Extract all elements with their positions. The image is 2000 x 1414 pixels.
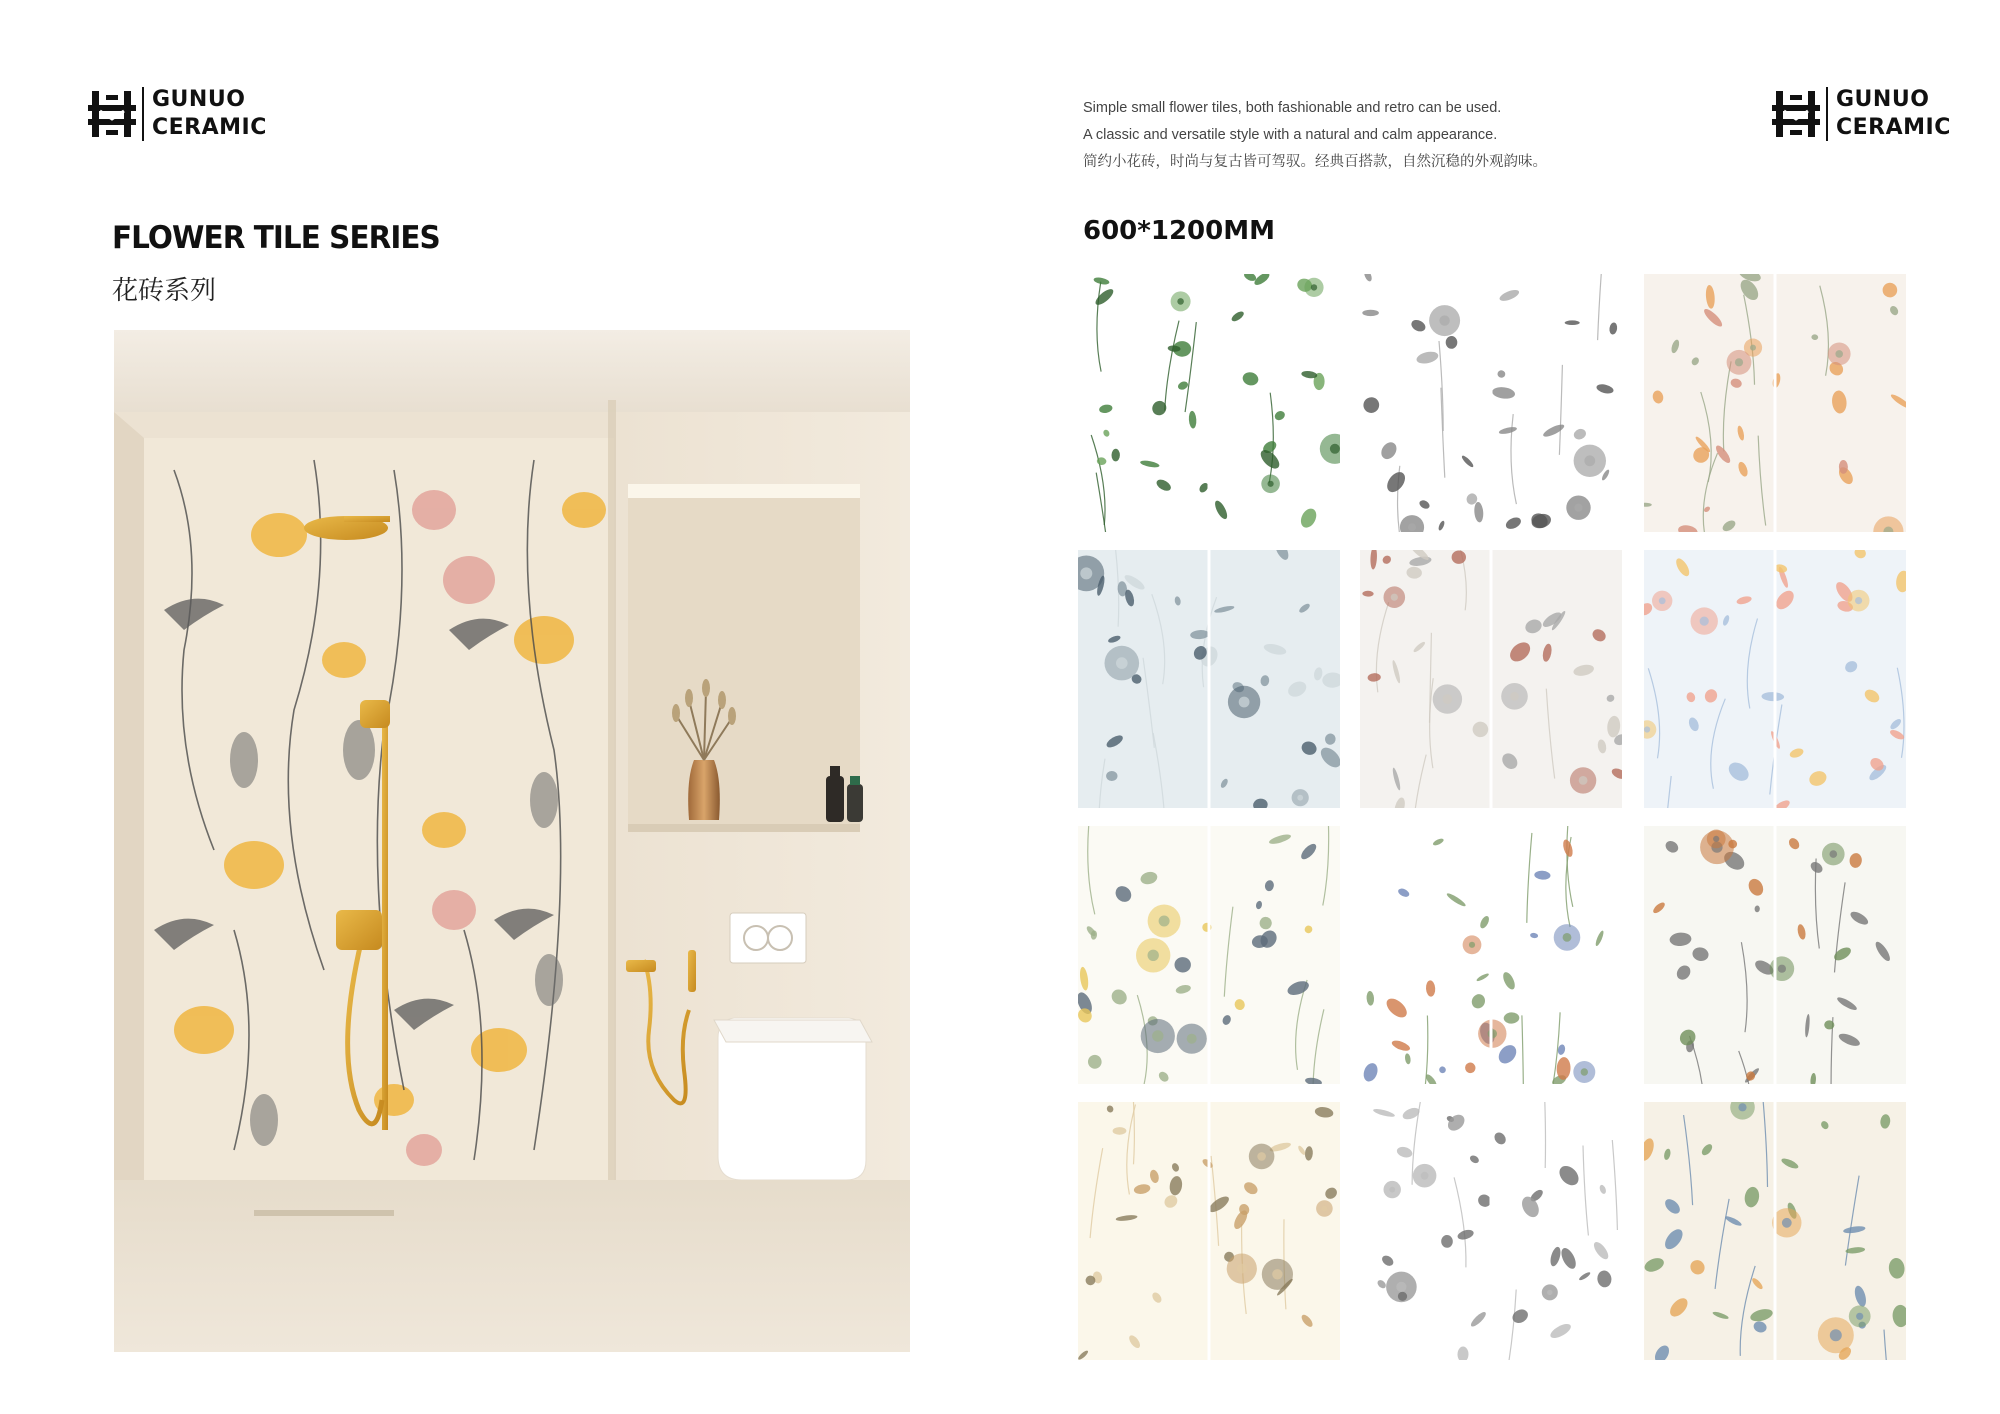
brand-name-line1: GUNUO [152,87,246,112]
series-title: FLOWER TILE SERIES [112,220,440,256]
tile-swatch [1360,826,1622,1084]
logo-mark-icon [88,89,136,139]
brand-logo [88,86,267,142]
tile-swatch [1644,550,1906,808]
tile-swatch [1078,826,1340,1084]
logo-divider [142,87,144,141]
right-page [1000,0,2000,1414]
tile-swatch [1644,826,1906,1084]
tile-swatch [1360,274,1622,532]
tile-swatch [1078,1102,1340,1360]
brand-name-line2: CERAMIC [152,115,267,140]
series-title-chinese: 花砖系列 [112,276,217,306]
bathroom-render-image [114,330,910,1352]
brand-name-line1: GUNUO [1836,87,1930,112]
tile-swatch [1644,1102,1906,1360]
logo-divider [1826,87,1828,141]
description-line-1: Simple small flower tiles, both fashionable and retro can be used. [1083,100,1502,116]
series-description [1083,98,1683,179]
logo-mark-icon [1772,89,1820,139]
tile-size-label: 600*1200MM [1083,216,1275,246]
tile-swatch [1360,550,1622,808]
description-line-3: 简约小花砖，时尚与复古皆可驾驭。经典百搭款，自然沉稳的外观韵味。 [1083,154,1547,170]
tile-swatch [1644,274,1906,532]
logo-text [152,86,267,142]
tile-swatch [1078,550,1340,808]
tile-swatch [1360,1102,1622,1360]
brand-logo-right [1772,86,1951,142]
logo-text [1836,86,1951,142]
description-line-2: A classic and versatile style with a natural and calm appearance. [1083,127,1498,143]
tile-swatch [1078,274,1340,532]
brand-name-line2: CERAMIC [1836,115,1951,140]
